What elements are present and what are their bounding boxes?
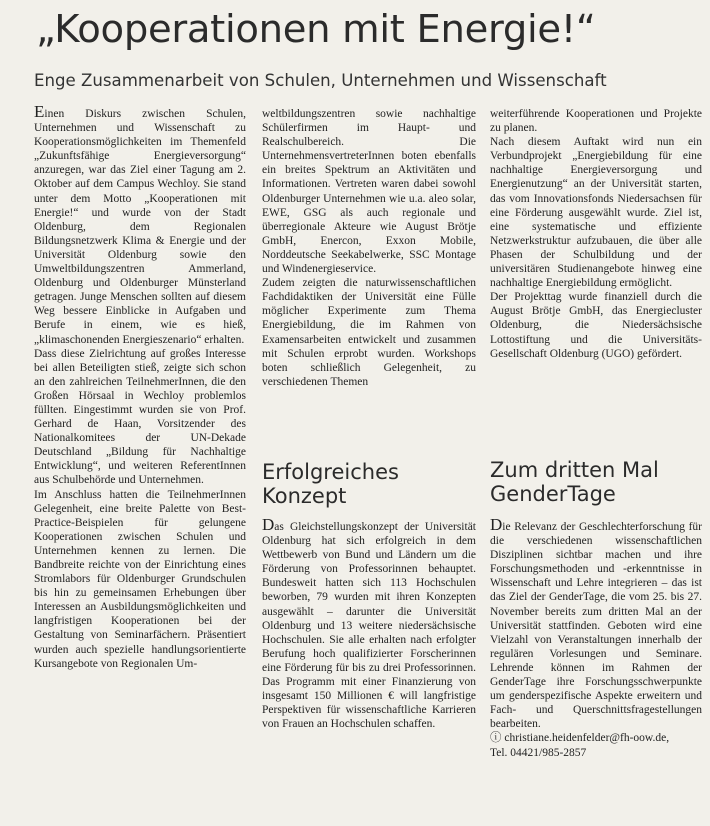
heading-erfolgreiches-konzept: Erfolgreiches Konzept [262, 460, 399, 508]
paragraph: weiterführende Kooperationen und Projekte zu planen. [490, 108, 702, 135]
article-column-1 [34, 102, 246, 671]
contact-email[interactable]: ⓘ christiane.heidenfelder@fh-oow.de, [490, 732, 670, 745]
paragraph: Nach diesem Auftakt wird nun ein Verbundprojekt „Energiebildung für eine nachhaltige Energieversorgung und Energienutzung“ an der Universität starten, das vom Innovationsfonds Niedersachsen für eine Förderung ausgewählt wurde. Ziel ist, eine systematische und effiziente Netzwerkstruktur aufzubauen, die über alle Phasen der Schulbildung und der universitären Studienangebote hinweg eine nachhaltige Energiebildung ermöglicht. [490, 136, 702, 290]
article-column-3 [490, 107, 702, 361]
article-erfolgreiches-konzept [262, 515, 476, 731]
contact-phone: Tel. 04421/985-2857 [490, 746, 587, 759]
heading-gendertage: Zum dritten Mal GenderTage [490, 458, 659, 506]
paragraph: Die Relevanz der Geschlechterforschung für die verschiedenen wissenschaftlichen Disziplinen sichtbar machen und ihre Forschungsmethoden und -erkenntnisse in Wissenschaft und Lehre integrieren – das ist das Ziel der GenderTage, die vom 25. bis 27. November bereits zum dritten Mal an der Universität stattfinden. Geboten wird eine Vielzahl von Veranstaltungen innerhalb der regulären Vorlesungen und Seminare. Lehrende können im Rahmen der GenderTage ihre Forschungsschwerpunkte um genderspezifische Aspekte erweitern und Fach- und Querschnittsfragestellungen bearbeiten. [490, 515, 702, 731]
paragraph: Im Anschluss hatten die TeilnehmerInnen Gelegenheit, eine breite Palette von Best-Practice-Beispielen für gelungene Kooperationen zwischen Schulen und Unternehmen kennen zu lernen. Die Bandbreite reichte von der Einrichtung eines Stromlabors für Oldenburger Grundschulen bis hin zu gemeinsamen Erhebungen über Interessen an Ausbildungsmöglichkeiten und langfristigen Kooperationen bei der Gestaltung von Seminarfächern. Präsentiert wurden auch spezielle handlungsorientierte Kursangebote von Regionalen Um- [34, 488, 246, 670]
paragraph: Einen Diskurs zwischen Schulen, Unternehmen und Wissenschaft zu Kooperationsmöglichkeiten im Themenfeld „Zukunftsfähige Energieversorgung“ anzuregen, war das Ziel einer Tagung am 2. Oktober auf dem Campus Wechloy. Sie stand unter dem Motto „Kooperationen mit Energie!“ und wurde von der Stadt Oldenburg, dem Regionalen Bildungsnetzwerk Klima & Energie und der Universität Oldenburg sowie den Umweltbildungszentren Ammerland, Oldenburg und Oldenburger Münsterland getragen. Junge Menschen sollten auf diesem Weg bessere Einblicke in Aufgaben und Berufe in einem, wie es hieß, „klimaschonenden Energieszenario“ erhalten. [34, 102, 246, 346]
paragraph: Dass diese Zielrichtung auf großes Interesse bei allen Beteiligten stieß, zeigte sich schon an den zahlreichen TeilnehmerInnen, die den Großen Hörsaal in Wechloy problemlos füllten. Eingestimmt wurden sie von Prof. Gerhard de Haan, Vorsitzender des Nationalkomitees der UN-Dekade Deutschland „Bildung für Nachhaltige Entwicklung“, und weiteren ReferentInnen aus Schulbehörde und Unternehmen. [34, 347, 246, 487]
page-headline: „Kooperationen mit Energie!“ [36, 7, 596, 52]
article-column-2 [262, 107, 476, 389]
paragraph: Zudem zeigten die naturwissenschaftlichen Fachdidaktiken der Universität eine Fülle möglicher Experimente zum Thema Energiebildung, die im Rahmen von Examensarbeiten entwickelt und zusammen mit Schulen erprobt wurden. Workshops boten schließlich Gelegenheit, zu verschiedenen Themen [262, 277, 476, 388]
paragraph: Das Gleichstellungskonzept der Universität Oldenburg hat sich erfolgreich in dem Wettbewerb von Bund und Ländern um die Förderung von Professorinnen behauptet. Bundesweit hatten sich 113 Hochschulen beworben, 79 wurden mit ihren Konzepten ausgewählt – darunter die Universität Oldenburg und 13 weitere niedersächsische Hochschulen. Sie alle erhalten nach erfolgter Berufung hoch qualifizierter Forscherinnen eine Förderung für bis zu drei Professorinnen. Das Programm mit einer Finanzierung von insgesamt 150 Millionen € will langfristige Perspektiven für wissenschaftliche Karrieren von Frauen an Hochschulen schaffen. [262, 515, 476, 731]
article-gendertage [490, 515, 702, 760]
paragraph: weltbildungszentren sowie nachhaltige Schülerfirmen im Haupt- und Realschulbereich. Die UnternehmensvertreterInnen boten ebenfalls ein breites Spektrum an Aktivitäten und Informationen. Vertreten waren dabei sowohl Oldenburger Unternehmen wie u.a. aleo solar, EWE, GSG als auch regionale und überregionale Akteure wie August Brötje GmbH, Enercon, Exxon Mobile, Norddeutsche Seekabelwerke, SSC Montage und Windenergieservice. [262, 108, 476, 276]
page-subtitle: Enge Zusammenarbeit von Schulen, Unternehmen und Wissenschaft [34, 71, 607, 90]
paragraph: Der Projekttag wurde finanziell durch die August Brötje GmbH, das Energiecluster Oldenburg, die Niedersächsische Lottostiftung und die Universitäts-Gesellschaft Oldenburg (UGO) gefördert. [490, 291, 702, 360]
